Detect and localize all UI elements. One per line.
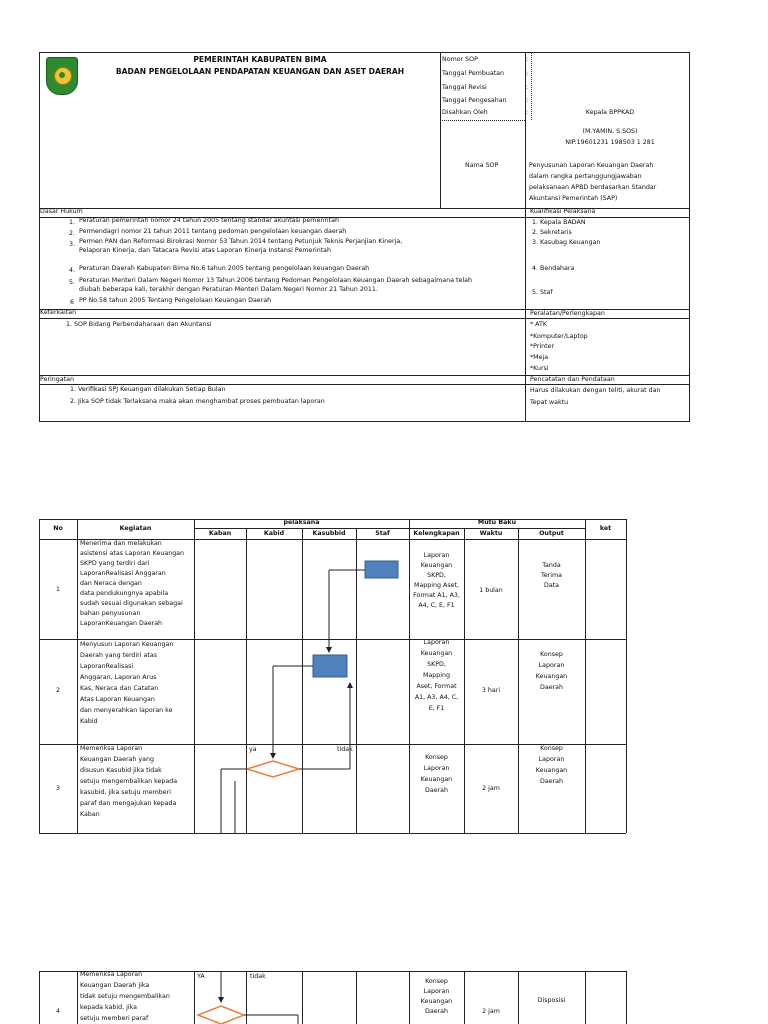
peralatan-item: *Printer [530,343,555,350]
peringatan-label: Peringatan [40,376,74,383]
row-number: 4 [55,1008,60,1015]
pencatatan-line: Tepat waktu [530,399,569,406]
col-header-kelengkapan: Kelengkapan [413,530,460,537]
dasar-hukum-label: Dasar Hukum [40,208,83,215]
field-disahkan-oleh: Disahkan Oleh [442,109,488,116]
decision-yes-label: YA [197,973,205,980]
peralatan-item: *Kursi [530,365,549,372]
dasar-hukum-item: Permendagri nomor 21 tahun 2011 tentang pedoman pengelolaan keuangan daerah [79,228,347,235]
dasar-hukum-num: 2. [69,230,76,237]
waktu-value: 2 jam [482,785,500,792]
col-header-kasubbid: Kasubbid [312,530,346,537]
peringatan-item: 1. Verifikasi SPJ Keuangan dilakukan Setiap Bulan [70,386,226,393]
nama-sop-line: dalam rangka pertanggungjawaban [529,173,642,180]
dasar-hukum-item: Peraturan Menteri Dalam Negeri Nomor 13 Tahun 2006 tentang Pedoman Pengelolaan Keuangan Daerah sebagaimana telah [79,277,472,284]
col-header-waktu: Waktu [479,530,503,537]
nama-sop-line: Akuntansi Pemerintah (SAP) [529,195,618,202]
peringatan-item: 2. Jika SOP tidak Terlaksana maka akan menghambat proses pembuatan laporan [70,398,325,405]
decision-no-label: tidak [250,973,266,980]
waktu-value: 1 bulan [479,587,503,594]
kualifikasi-item: 4. Bendahara [532,265,575,272]
field-nomor-sop: Nomor SOP [442,56,478,63]
process-box-kasubbid [313,655,347,677]
dasar-hukum-item: PP No.58 tahun 2005 Tentang Pengelolaan Keuangan Daerah [79,297,272,304]
peralatan-item: *Meja [530,354,549,361]
col-header-kaban: Kaban [208,530,232,537]
dasar-hukum-item: Peraturan pemerintah nomor 24 tahun 2005 tentang standar akuntasi pemerintah [79,217,339,224]
nama-sop-label: Nama SOP [465,162,499,169]
colon: : [526,84,529,91]
process-box-staf [365,561,398,578]
col-header-kabid: Kabid [263,530,285,537]
col-header-staf: Staf [375,530,390,537]
keterkaitan-item: 1. SOP Bidang Perbendaharaan dan Akuntansi [66,321,212,328]
output-text: Disposisi [537,997,566,1004]
dasar-hukum-item: Permen PAN dan Reformasi Birokrasi Nomor 53 Tahun 2014 tentang Petunjuk Teknis Perjanjian Kinerja, [79,238,403,245]
field-tanggal-pengesahan: Tanggal Pengesahan [442,97,507,104]
waktu-value: 2 jam [482,1008,500,1015]
kualifikasi-item: 1. Kepala BADAN [532,219,586,226]
colon: : [526,70,529,77]
approver-title: Kepala BPPKAD [585,109,635,116]
kualifikasi-item: 3. Kasubag Keuangan [532,239,601,246]
nama-sop-line: Penyusunan Laporan Keuangan Daerah [529,162,654,169]
approver-nip: NIP.19601231 198503 1 281 [565,139,655,146]
peralatan-item: * ATK [530,321,547,328]
kualifikasi-item: 2. Sekretaris [532,229,572,236]
field-tanggal-revisi: Tanggal Revisi [442,84,487,91]
header-title-1: PEMERINTAH KABUPATEN BIMA [193,55,327,64]
dasar-hukum-num: 4. [69,267,76,274]
col-header-kegiatan: Kegiatan [119,525,152,532]
colon: : [526,109,529,116]
pencatatan-label: Pencatatan dan Pendataan [530,376,615,383]
row-number: 3 [55,785,60,792]
row-number: 2 [55,687,60,694]
decision-diamond-kaban [198,1006,244,1024]
approver-name: (M.YAMIN, S.SOS) [582,128,638,135]
peralatan-label: Peralatan/Perlengkapan [530,310,605,317]
waktu-value: 3 hari [481,687,501,694]
row-number: 1 [55,586,60,593]
decision-yes-label: ya [249,746,257,753]
field-tanggal-pembuatan: Tanggal Pembuatan [442,70,505,77]
decision-diamond-kabid [247,761,299,777]
kualifikasi-label: Kualifikasi Pelaksana [530,208,596,215]
dasar-hukum-num: 6 [70,299,75,306]
dasar-hukum-num: 5. [69,279,76,286]
dasar-hukum-num: 3. [69,241,76,248]
dasar-hukum-item: Peraturan Daerah Kabupaten Bima No.6 tahun 2005 tentang pengelolaan keuangan Daerah [79,265,370,272]
pencatatan-line: Harus dilakukan dengan teliti, akurat dan [530,387,661,394]
dasar-hukum-item-cont: diubah beberapa kali, terakhir dengan Peraturan Menteri Dalam Negeri Nomor 21 Tahun 2011. [79,286,378,293]
dasar-hukum-item-cont: Pelaporan Kinerja, dan Tatacara Revisi atas Laporan Kinerja Instansi Pemerintah [79,247,332,254]
nama-sop-line: pelaksanaan APBD berdasarkan Standar [529,184,657,191]
colon: : [526,97,529,104]
header-title-2: BADAN PENGELOLAAN PENDAPATAN KEUANGAN DAN ASET DAERAH [115,67,405,76]
dasar-hukum-num: 1. [69,219,76,226]
col-header-mutu-baku: Mutu Baku [477,519,517,526]
keterkaitan-label: Keterkaitan [40,309,77,316]
col-header-ket: ket [599,525,612,532]
col-header-no: No [53,525,63,532]
col-header-output: Output [539,530,564,537]
colon: : [526,56,529,63]
decision-no-label: tidak [337,746,353,753]
col-header-pelaksana: pelaksana [283,519,320,526]
kualifikasi-item: 5. Staf [532,289,553,296]
peralatan-item: *Komputer/Laptop [530,333,588,340]
